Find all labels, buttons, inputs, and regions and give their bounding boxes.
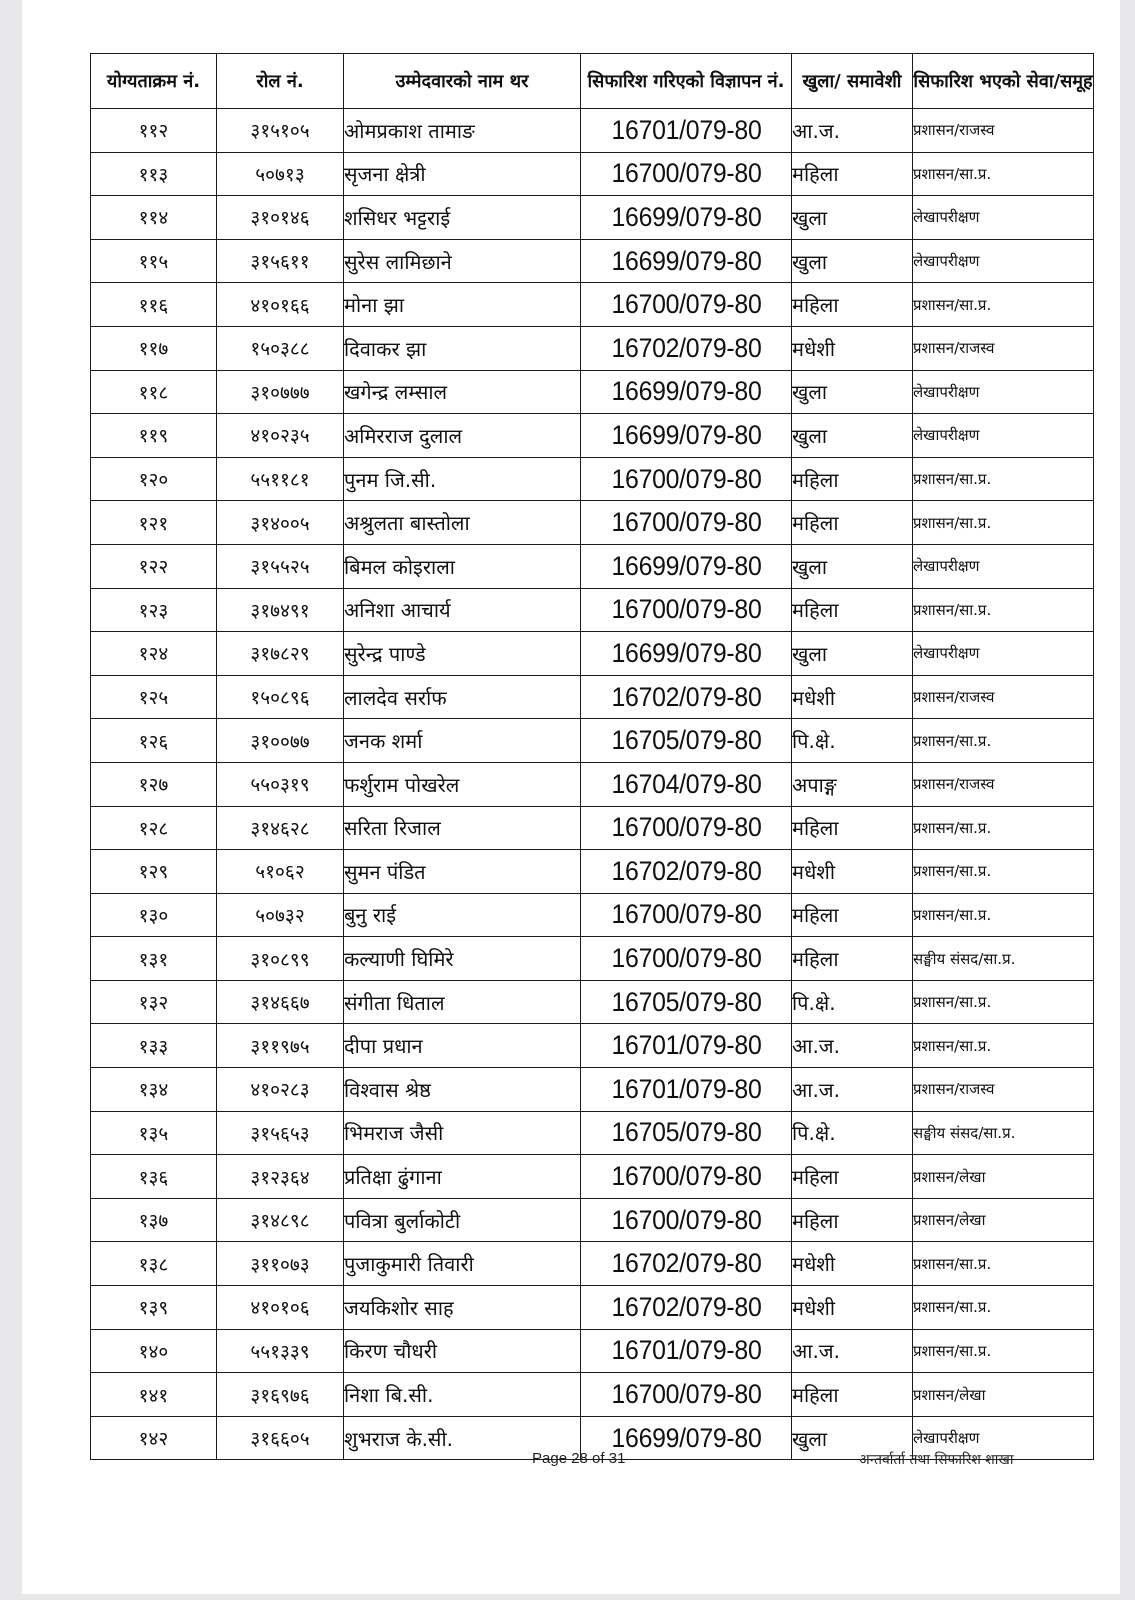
rank-cell: ११९ [91,414,217,458]
table-row [91,326,1094,370]
category-cell: पि.क्षे. [792,1111,913,1155]
header-rank: योग्यताक्रम नं. [91,54,217,109]
service-cell: प्रशासन/सा.प्र. [913,588,1094,632]
roll-cell: ४१०२३५ [217,414,344,458]
service-cell: प्रशासन/सा.प्र. [913,980,1094,1024]
service-cell: प्रशासन/राजस्व [913,109,1094,153]
rank-cell: १२७ [91,762,217,806]
service-cell: प्रशासन/राजस्व [913,326,1094,370]
roll-cell: ३१४८९८ [217,1198,344,1242]
rank-cell: ११४ [91,196,217,240]
rank-cell: ११२ [91,109,217,153]
table-row [91,370,1094,414]
rank-cell: १३४ [91,1068,217,1112]
service-cell: प्रशासन/सा.प्र. [913,283,1094,327]
category-cell: खुला [792,239,913,283]
advert-cell: 16702/079-80 [589,675,783,719]
name-cell: अश्रुलता बास्तोला [344,501,581,545]
rank-cell: १३७ [91,1198,217,1242]
advert-cell: 16699/079-80 [589,196,783,240]
table-row [91,588,1094,632]
table-row [91,196,1094,240]
name-cell: संगीता धिताल [344,980,581,1024]
advert-cell: 16700/079-80 [589,283,783,327]
table-row [91,1155,1094,1199]
rank-cell: १२९ [91,850,217,894]
service-cell: प्रशासन/सा.प्र. [913,850,1094,894]
name-cell: सृजना क्षेत्री [344,152,581,196]
rank-cell: १२४ [91,632,217,676]
name-cell: प्रतिक्षा ढुंगाना [344,1155,581,1199]
roll-cell: ३१०१४६ [217,196,344,240]
category-cell: खुला [792,632,913,676]
name-cell: ओमप्रकाश तामाङ [344,109,581,153]
service-cell: लेखापरीक्षण [913,414,1094,458]
service-cell: प्रशासन/सा.प्र. [913,152,1094,196]
advert-cell: 16702/079-80 [589,1286,783,1330]
service-cell: लेखापरीक्षण [913,196,1094,240]
roll-cell: ३१५५२५ [217,544,344,588]
roll-cell: ३१४६६७ [217,980,344,1024]
document-page [22,0,1120,1594]
advert-cell: 16700/079-80 [589,588,783,632]
name-cell: दिवाकर झा [344,326,581,370]
advert-cell: 16700/079-80 [589,806,783,850]
name-cell: दीपा प्रधान [344,1024,581,1068]
category-cell: पि.क्षे. [792,719,913,763]
category-cell: महिला [792,283,913,327]
rank-cell: १२६ [91,719,217,763]
roll-cell: ३१७८२९ [217,632,344,676]
name-cell: सुमन पंडित [344,850,581,894]
roll-cell: ३१५६५३ [217,1111,344,1155]
rank-cell: १२५ [91,675,217,719]
rank-cell: १२० [91,457,217,501]
advert-cell: 16699/079-80 [589,1416,783,1460]
category-cell: महिला [792,937,913,981]
roll-cell: ३१०८९९ [217,937,344,981]
advert-cell: 16702/079-80 [589,850,783,894]
rank-cell: १३९ [91,1286,217,1330]
advert-cell: 16705/079-80 [589,1111,783,1155]
roll-cell: ३१००७७ [217,719,344,763]
name-cell: पवित्रा बुर्लाकोटी [344,1198,581,1242]
advert-cell: 16700/079-80 [589,152,783,196]
rank-cell: ११३ [91,152,217,196]
category-cell: खुला [792,196,913,240]
advert-cell: 16705/079-80 [589,719,783,763]
category-cell: आ.ज. [792,1068,913,1112]
name-cell: खगेन्द्र लम्साल [344,370,581,414]
service-cell: प्रशासन/सा.प्र. [913,501,1094,545]
rank-cell: १३२ [91,980,217,1024]
category-cell: आ.ज. [792,109,913,153]
advert-cell: 16702/079-80 [589,326,783,370]
service-cell: प्रशासन/सा.प्र. [913,1329,1094,1373]
advert-cell: 16699/079-80 [589,239,783,283]
table-row [91,1024,1094,1068]
name-cell: सुरेस लामिछाने [344,239,581,283]
service-cell: प्रशासन/सा.प्र. [913,806,1094,850]
service-cell: लेखापरीक्षण [913,544,1094,588]
category-cell: खुला [792,414,913,458]
name-cell: विश्वास श्रेष्ठ [344,1068,581,1112]
name-cell: निशा बि.सी. [344,1373,581,1417]
name-cell: शसिधर भट्टराई [344,196,581,240]
table-row [91,1111,1094,1155]
service-cell: प्रशासन/लेखा [913,1198,1094,1242]
table-row [91,937,1094,981]
table-row [91,414,1094,458]
table-row [91,1286,1094,1330]
roll-cell: ३१४६२८ [217,806,344,850]
name-cell: शुभराज के.सी. [344,1416,581,1460]
name-cell: लालदेव सर्राफ [344,675,581,719]
roll-cell: ४१०१६६ [217,283,344,327]
roll-cell: ३१६६०५ [217,1416,344,1460]
category-cell: महिला [792,457,913,501]
office-name: अन्तर्वार्ता तथा सिफारिश शाखा [859,1452,1014,1468]
roll-cell: ५१०६२ [217,850,344,894]
name-cell: अनिशा आचार्य [344,588,581,632]
advert-cell: 16704/079-80 [589,762,783,806]
table-row [91,1373,1094,1417]
service-cell: लेखापरीक्षण [913,370,1094,414]
category-cell: मधेशी [792,326,913,370]
service-cell: प्रशासन/लेखा [913,1373,1094,1417]
header-name: उम्मेदवारको नाम थर [344,54,581,109]
category-cell: महिला [792,893,913,937]
table-row [91,719,1094,763]
rank-cell: १४२ [91,1416,217,1460]
rank-cell: १२८ [91,806,217,850]
roll-cell: ३१०७७७ [217,370,344,414]
name-cell: अमिरराज दुलाल [344,414,581,458]
advert-cell: 16700/079-80 [589,457,783,501]
rank-cell: १२३ [91,588,217,632]
rank-cell: १२१ [91,501,217,545]
advert-cell: 16700/079-80 [589,1155,783,1199]
category-cell: महिला [792,806,913,850]
advert-cell: 16700/079-80 [589,1373,783,1417]
service-cell: सङ्घीय संसद/सा.प्र. [913,937,1094,981]
category-cell: आ.ज. [792,1329,913,1373]
table-row [91,893,1094,937]
name-cell: किरण चौधरी [344,1329,581,1373]
advert-cell: 16700/079-80 [589,893,783,937]
name-cell: मोना झा [344,283,581,327]
roll-cell: ३११९७५ [217,1024,344,1068]
advert-cell: 16701/079-80 [589,1024,783,1068]
roll-cell: ३१७४९१ [217,588,344,632]
page-number: Page 28 of 31 [532,1450,626,1467]
roll-cell: ५५१३३९ [217,1329,344,1373]
service-cell: प्रशासन/सा.प्र. [913,1024,1094,1068]
category-cell: मधेशी [792,675,913,719]
table-row [91,544,1094,588]
name-cell: जनक शर्मा [344,719,581,763]
table-row [91,806,1094,850]
rank-cell: ११५ [91,239,217,283]
rank-cell: १२२ [91,544,217,588]
header-service: सिफारिश भएको सेवा/समूह [913,54,1094,109]
rank-cell: १४० [91,1329,217,1373]
category-cell: आ.ज. [792,1024,913,1068]
rank-cell: १३८ [91,1242,217,1286]
roll-cell: ३१६९७६ [217,1373,344,1417]
category-cell: महिला [792,588,913,632]
table-row [91,152,1094,196]
advert-cell: 16701/079-80 [589,1068,783,1112]
category-cell: महिला [792,1373,913,1417]
category-cell: महिला [792,152,913,196]
roll-cell: ५५११८१ [217,457,344,501]
service-cell: प्रशासन/लेखा [913,1155,1094,1199]
advert-cell: 16700/079-80 [589,937,783,981]
table-row [91,762,1094,806]
roll-cell: ४१०२८३ [217,1068,344,1112]
header-row [91,54,1094,109]
rank-cell: १३१ [91,937,217,981]
rank-cell: ११७ [91,326,217,370]
rank-cell: १३३ [91,1024,217,1068]
rank-cell: १३० [91,893,217,937]
rank-cell: ११८ [91,370,217,414]
name-cell: पुनम जि.सी. [344,457,581,501]
table-row [91,1068,1094,1112]
roll-cell: ३१५१०५ [217,109,344,153]
category-cell: महिला [792,1198,913,1242]
service-cell: प्रशासन/सा.प्र. [913,719,1094,763]
category-cell: अपाङ्ग [792,762,913,806]
table-row [91,1242,1094,1286]
roll-cell: ४१०१०६ [217,1286,344,1330]
table-row [91,675,1094,719]
rank-cell: १३६ [91,1155,217,1199]
roll-cell: १५०८९६ [217,675,344,719]
service-cell: प्रशासन/सा.प्र. [913,893,1094,937]
advert-cell: 16699/079-80 [589,632,783,676]
advert-cell: 16699/079-80 [589,414,783,458]
roll-cell: ५५०३१९ [217,762,344,806]
table-row [91,1329,1094,1373]
service-cell: लेखापरीक्षण [913,1416,1094,1460]
advert-cell: 16699/079-80 [589,544,783,588]
name-cell: भिमराज जैसी [344,1111,581,1155]
header-category: खुला/ समावेशी [792,54,913,109]
table-row [91,457,1094,501]
rank-cell: १३५ [91,1111,217,1155]
service-cell: लेखापरीक्षण [913,632,1094,676]
advert-cell: 16701/079-80 [589,1329,783,1373]
name-cell: जयकिशोर साह [344,1286,581,1330]
name-cell: पुजाकुमारी तिवारी [344,1242,581,1286]
category-cell: खुला [792,544,913,588]
advert-cell: 16702/079-80 [589,1242,783,1286]
category-cell: खुला [792,370,913,414]
table-body [91,109,1094,1460]
name-cell: फर्शुराम पोखरेल [344,762,581,806]
name-cell: सरिता रिजाल [344,806,581,850]
header-advert: सिफारिश गरिएको विज्ञापन नं. [581,54,792,109]
header-roll: रोल नं. [217,54,344,109]
rank-cell: ११६ [91,283,217,327]
table-row [91,501,1094,545]
advert-cell: 16700/079-80 [589,1198,783,1242]
roll-cell: ५०७१३ [217,152,344,196]
name-cell: बिमल कोइराला [344,544,581,588]
table-row [91,109,1094,153]
table-row [91,1198,1094,1242]
table-row [91,850,1094,894]
table-row [91,283,1094,327]
name-cell: सुरेन्द्र पाण्डे [344,632,581,676]
name-cell: कल्याणी घिमिरे [344,937,581,981]
service-cell: प्रशासन/राजस्व [913,675,1094,719]
roll-cell: ३१४००५ [217,501,344,545]
service-cell: प्रशासन/सा.प्र. [913,457,1094,501]
advert-cell: 16701/079-80 [589,109,783,153]
category-cell: पि.क्षे. [792,980,913,1024]
roll-cell: ३१२३६४ [217,1155,344,1199]
category-cell: महिला [792,501,913,545]
service-cell: लेखापरीक्षण [913,239,1094,283]
rank-cell: १४१ [91,1373,217,1417]
category-cell: खुला [792,1416,913,1460]
category-cell: मधेशी [792,1242,913,1286]
table-row [91,980,1094,1024]
category-cell: मधेशी [792,850,913,894]
roll-cell: ३१५६११ [217,239,344,283]
service-cell: प्रशासन/राजस्व [913,1068,1094,1112]
table-row [91,632,1094,676]
recommendation-table [90,53,1094,1460]
service-cell: सङ्घीय संसद/सा.प्र. [913,1111,1094,1155]
advert-cell: 16699/079-80 [589,370,783,414]
table-row [91,239,1094,283]
roll-cell: १५०३८८ [217,326,344,370]
roll-cell: ३११०७३ [217,1242,344,1286]
roll-cell: ५०७३२ [217,893,344,937]
advert-cell: 16700/079-80 [589,501,783,545]
advert-cell: 16705/079-80 [589,980,783,1024]
category-cell: मधेशी [792,1286,913,1330]
category-cell: महिला [792,1155,913,1199]
name-cell: बुनु राई [344,893,581,937]
service-cell: प्रशासन/सा.प्र. [913,1242,1094,1286]
service-cell: प्रशासन/सा.प्र. [913,1286,1094,1330]
service-cell: प्रशासन/राजस्व [913,762,1094,806]
